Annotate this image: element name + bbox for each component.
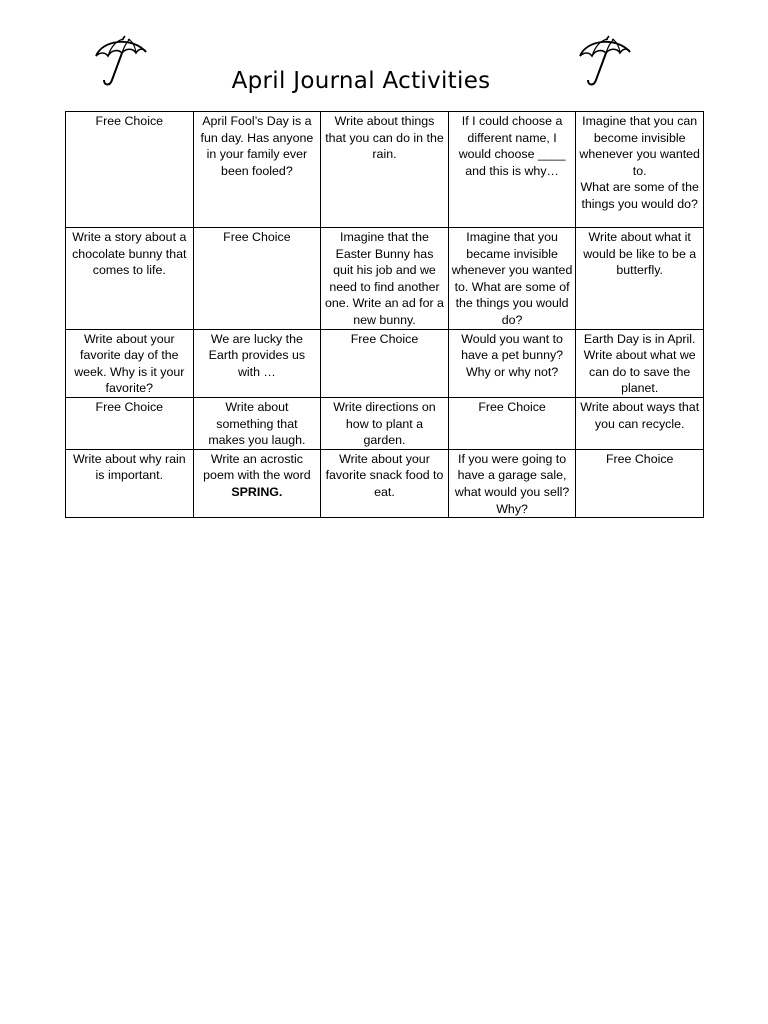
activity-text: Imagine that the Easter Bunny has quit his job and we need to find another one. Write an ad for a new bunny.: [325, 230, 444, 327]
activity-text: Write about things that you can do in the rain.: [325, 114, 444, 162]
activity-text: Write about your favorite day of the week. Why is it your favorite?: [74, 331, 185, 396]
activity-text: Write about ways that you can recycle.: [580, 399, 700, 431]
activity-cell: [193, 397, 321, 449]
activity-cell: [576, 228, 704, 330]
activity-text: Write a story about a chocolate bunny that comes to life.: [72, 230, 187, 278]
table-row: [66, 228, 704, 330]
activity-text: We are lucky the Earth provides us with …: [208, 331, 306, 379]
activity-cell: [321, 329, 449, 397]
activity-text: Free Choice: [95, 399, 164, 414]
activity-cell: [193, 449, 321, 517]
activity-text: If you were going to have a garage sale, what would you sell? Why?: [454, 451, 570, 516]
activity-text: What are some of the things you would do?: [580, 180, 699, 211]
activity-cell: [576, 329, 704, 397]
activity-text: Write about something that makes you laugh.: [208, 399, 306, 448]
activity-text: Write directions on how to plant a garden.: [333, 399, 436, 448]
activity-text: Would you want to have a pet bunny? Why or why not?: [461, 331, 564, 379]
table-row: [66, 112, 704, 228]
activity-text: Free Choice: [95, 114, 164, 128]
activity-cell: [193, 329, 321, 397]
emphasis-word: SPRING.: [231, 484, 283, 499]
activity-cell: [448, 449, 576, 517]
activity-text: Imagine that you became invisible whenever you wanted to. What are some of the things you would do?: [451, 230, 573, 327]
activity-cell: [321, 397, 449, 449]
activity-cell: [66, 228, 194, 330]
activity-cell: [576, 449, 704, 517]
table-row: [66, 329, 704, 397]
activity-text: Write an acrostic poem with the word: [203, 451, 311, 483]
activity-cell: [576, 112, 704, 228]
activity-cell: [448, 112, 576, 228]
activities-table: [65, 111, 704, 518]
activity-cell: [193, 228, 321, 330]
activity-text: Free Choice: [605, 451, 674, 466]
activity-cell: [66, 449, 194, 517]
activity-cell: [321, 449, 449, 517]
activity-text: Free Choice: [350, 331, 419, 346]
activity-cell: [66, 397, 194, 449]
activity-cell: [66, 329, 194, 397]
activity-text: Free Choice: [223, 230, 291, 244]
activity-text: Write about why rain is important.: [72, 451, 186, 483]
activity-cell: [66, 112, 194, 228]
activity-cell: [321, 228, 449, 330]
activity-text: If I could choose a different name, I would choose ____ and this is why…: [458, 114, 566, 178]
activity-text: Free Choice: [478, 399, 546, 414]
activity-cell: [448, 228, 576, 330]
activity-text: Earth Day is in April. Write about what we can do to save the planet.: [583, 331, 696, 396]
activity-text: Write about what it would be like to be a butterfly.: [583, 230, 697, 278]
activity-text: Imagine that you can become invisible whenever you wanted to.: [579, 114, 700, 178]
table-row: [66, 449, 704, 517]
activity-cell: [448, 329, 576, 397]
activity-text: Write about your favorite snack food to eat.: [325, 451, 444, 499]
activity-cell: [576, 397, 704, 449]
activity-cell: [321, 112, 449, 228]
page-title: April Journal Activities: [231, 68, 491, 94]
activity-text: April Fool’s Day is a fun day. Has anyone in your family ever been fooled?: [200, 114, 314, 178]
activity-cell: [448, 397, 576, 449]
table-row: [66, 397, 704, 449]
activity-cell: [193, 112, 321, 228]
